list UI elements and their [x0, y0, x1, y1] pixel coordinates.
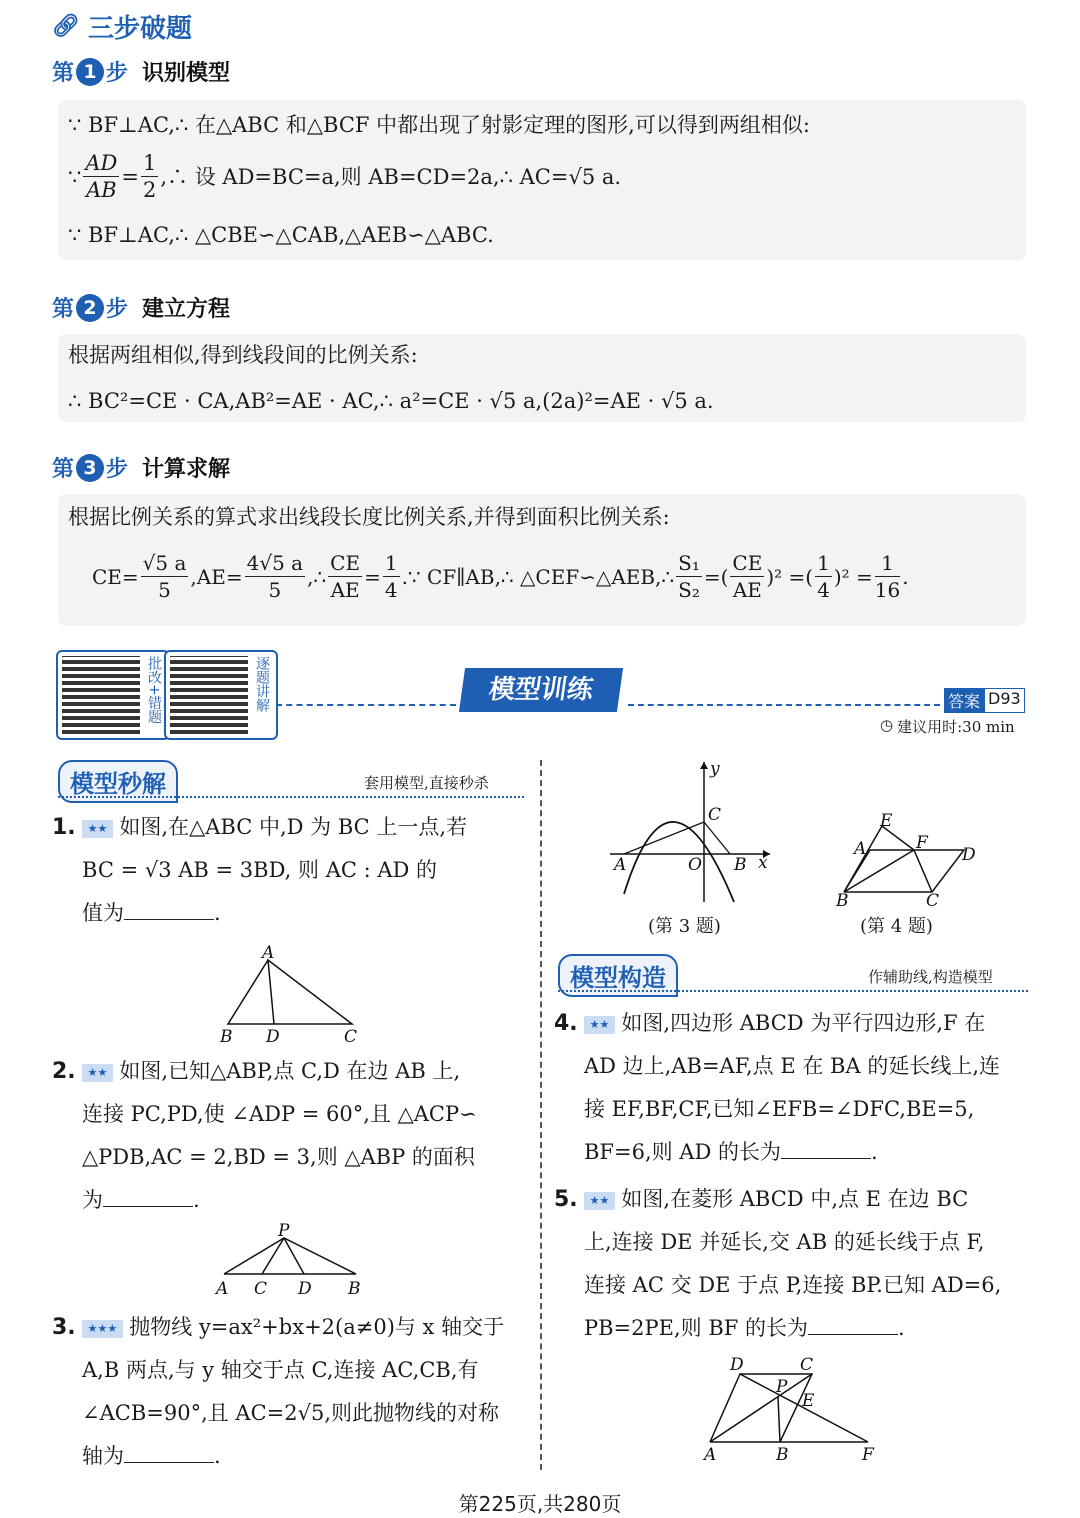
tag-hint: 作辅助线,构造模型 [868, 968, 993, 986]
svg-text:O: O [688, 855, 702, 875]
svg-text:A: A [216, 1279, 229, 1299]
figure-q1-triangle [212, 944, 372, 1048]
step-1-box [58, 100, 1026, 260]
difficulty-stars-icon: ★★★ [82, 1320, 124, 1338]
svg-text:A: A [262, 944, 275, 963]
step1-line1: ∵ BF⊥AC,∴ 在△ABC 和△BCF 中都出现了射影定理的图形,可以得到两组相似: [68, 113, 810, 137]
svg-text:y: y [710, 759, 720, 779]
step2-line2: ∴ BC²=CE · CA,AB²=AE · AC,∴ a²=CE · √5 a,(2a)²=AE · √5 a. [68, 389, 714, 413]
answer-blank[interactable] [103, 1206, 193, 1207]
qr-code-grading[interactable]: 批改+错题 [56, 650, 170, 740]
svg-text:D: D [962, 845, 976, 865]
svg-text:F: F [916, 833, 928, 853]
question-4: 4. ★★ 如图,四边形 ABCD 为平行四边形,F 在 AD 边上,AB=AF,点 E 在 BA 的延长线上,连 接 EF,BF,CF,已知∠EFB=∠DFC,BE=5, BF=6,则 AD 的长为 . [554, 1011, 1000, 1164]
qr-code-icon [170, 656, 248, 734]
column-divider [540, 760, 542, 1470]
svg-text:P: P [278, 1221, 290, 1241]
step-2-heading: 第 2 步 建立方程 [52, 292, 230, 323]
tag-model-solve: 模型秒解 [58, 760, 178, 803]
svg-text:B: B [776, 1445, 789, 1465]
step1-line2: ∵ $\frac{AD}{AB}$ = $\frac{1}{2}$ ,∴ 设 AD=BC=a,则 AB=CD=2a,∴ AC=√5 a. [68, 151, 622, 202]
answer-blank[interactable] [124, 919, 214, 920]
question-5: 5. ★★ 如图,在菱形 ABCD 中,点 E 在边 BC 上,连接 DE 并延长,交 AB 的延长线于点 F, 连接 AC 交 DE 于点 P,连接 BP.已知 AD=6, PB=2PE,则 BF 的长为 . [554, 1187, 1002, 1340]
svg-text:E: E [880, 812, 893, 831]
svg-text:B: B [220, 1027, 233, 1047]
divider [628, 704, 940, 706]
difficulty-stars-icon: ★★ [584, 1016, 616, 1034]
answer-blank[interactable] [781, 1158, 871, 1159]
svg-text:C: C [926, 891, 940, 911]
answer-blank[interactable] [808, 1334, 898, 1335]
step-3-heading: 第 3 步 计算求解 [52, 452, 230, 483]
time-hint: ◷ 建议用时:30 min [880, 716, 1015, 736]
page-footer: 第225页,共280页 [458, 1492, 622, 1516]
svg-text:B: B [836, 891, 849, 911]
svg-text:C: C [344, 1027, 358, 1047]
svg-text:D: D [266, 1027, 280, 1047]
figure-q4-parallelogram [830, 812, 980, 912]
difficulty-stars-icon: ★★ [82, 820, 114, 838]
divider [558, 990, 1028, 992]
clock-icon: ◷ [880, 716, 894, 734]
question-2: 2. ★★ 如图,已知△ABP,点 C,D 在边 AB 上, 连接 PC,PD,使 ∠ADP = 60°,且 △ACP∽ △PDB,AC = 2,BD = 3,则 △ABP 的面积 为 . [52, 1059, 477, 1212]
divider [58, 796, 524, 798]
section-title: 🔗︎ 三步破题 [52, 14, 192, 44]
svg-text:A: A [704, 1445, 717, 1465]
difficulty-stars-icon: ★★ [584, 1192, 616, 1210]
question-1: 1. ★★ 如图,在△ABC 中,D 为 BC 上一点,若 BC = √3 AB = 3BD, 则 AC : AD 的 值为 . [52, 815, 468, 925]
divider [276, 704, 456, 706]
svg-text:B: B [348, 1279, 361, 1299]
svg-text:x: x [758, 853, 768, 873]
question-3: 3. ★★★ 抛物线 y=ax²+bx+2(a≠0)与 x 轴交于 A,B 两点,与 y 轴交于点 C,连接 AC,CB,有 ∠ACB=90°,且 AC=2√5,则此抛物线的对称 轴为 . [52, 1315, 505, 1468]
caption-fig4: (第 4 题) [860, 916, 933, 937]
figure-q5-rhombus [696, 1352, 896, 1468]
svg-text:D: D [730, 1355, 744, 1375]
tag-hint: 套用模型,直接秒杀 [364, 774, 489, 792]
svg-text:P: P [776, 1377, 788, 1397]
qr-code-icon [62, 656, 140, 734]
section-banner: 模型训练 [459, 668, 623, 712]
svg-text:F: F [862, 1445, 874, 1465]
step3-line2: CE= $\frac{√5 a}{5}$ ,AE= $\frac{4√5 a}{5}$ ,∴ $\frac{CE}{AE}$ = $\frac{1}{4}$ .∵ CF∥AB,∴ △CEF∽△AEB,∴ $\frac{\text{S₁}}{\text{S₂}}$ =( $\frac{CE}{AE}$ )² =( $\frac{1}{4}$ )² = $\frac{1}{16}$ . [92, 551, 909, 602]
qr-code-explain[interactable]: 逐题讲解 [164, 650, 278, 740]
step3-line1: 根据比例关系的算式求出线段长度比例关系,并得到面积比例关系: [68, 505, 670, 529]
step2-line1: 根据两组相似,得到线段间的比例关系: [68, 343, 418, 367]
svg-text:A: A [854, 839, 867, 859]
figure-q2-triangle [206, 1220, 366, 1300]
answer-blank[interactable] [124, 1462, 214, 1463]
svg-text:C: C [800, 1355, 814, 1375]
step-3-box [58, 494, 1026, 626]
tag-model-construct: 模型构造 [558, 954, 678, 997]
difficulty-stars-icon: ★★ [82, 1064, 114, 1082]
link-icon: 🔗︎ [52, 14, 80, 39]
svg-text:C: C [254, 1279, 268, 1299]
svg-text:C: C [708, 805, 722, 825]
svg-text:A: A [614, 855, 627, 875]
svg-text:E: E [802, 1391, 815, 1411]
figure-q3-parabola [600, 756, 780, 906]
svg-text:B: B [734, 855, 747, 875]
step-2-box [58, 334, 1026, 422]
answer-ref: 答案 D93 [944, 688, 1025, 713]
svg-text:D: D [298, 1279, 312, 1299]
caption-fig3: (第 3 题) [648, 916, 721, 937]
step1-line3: ∵ BF⊥AC,∴ △CBE∽△CAB,△AEB∽△ABC. [68, 223, 494, 247]
step-1-heading: 第 1 步 识别模型 [52, 56, 230, 87]
